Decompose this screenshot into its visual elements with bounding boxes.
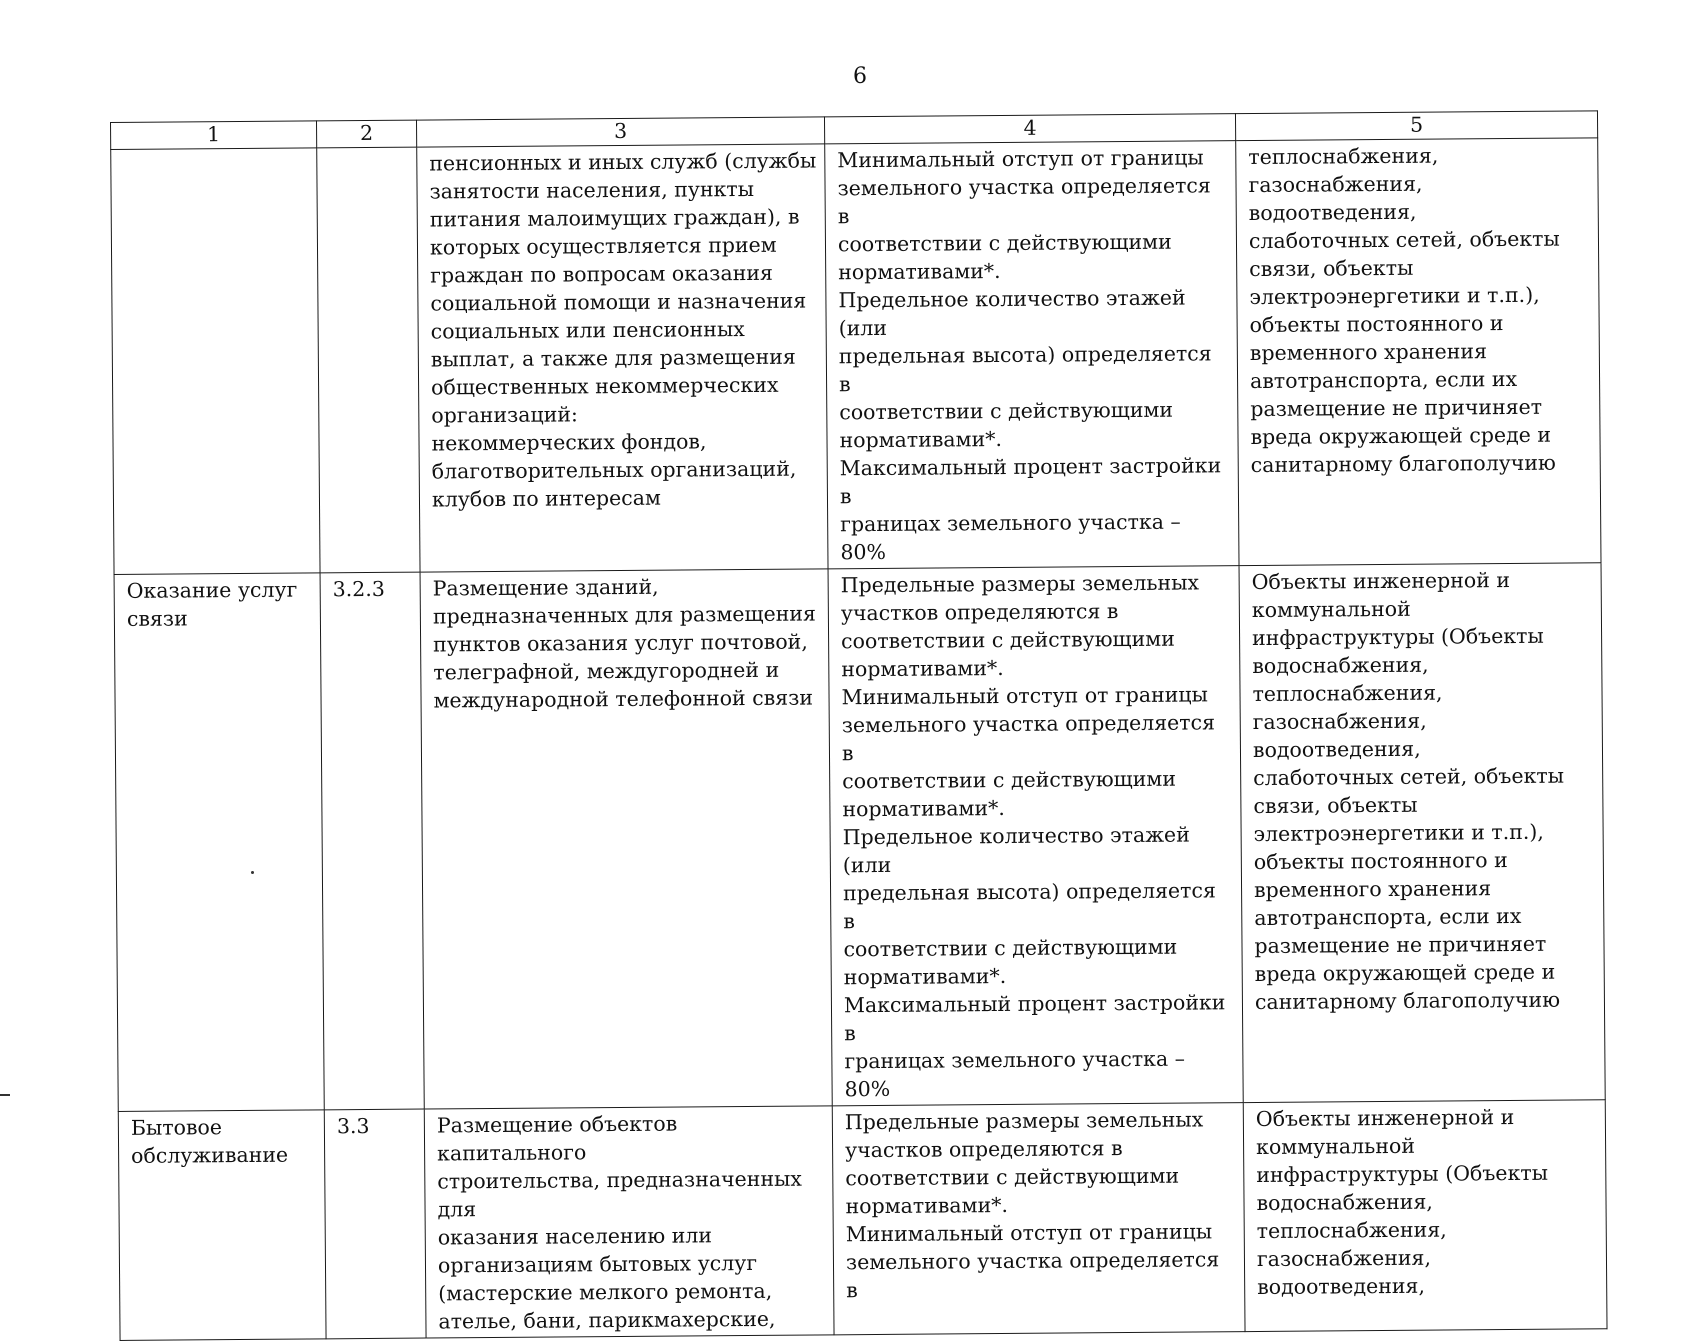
- cell-line: инфраструктуры (Объекты: [1256, 1160, 1549, 1188]
- cell-line: Объекты инженерной и: [1255, 1105, 1515, 1132]
- cell-line: пунктов оказания услуг почтовой,: [433, 629, 808, 657]
- cell-line: газоснабжения, водоотведения,: [1256, 1245, 1432, 1300]
- cell-line: земельного участка определяется в: [837, 173, 1211, 229]
- cell-line: Минимальный отступ от границы: [845, 1219, 1213, 1247]
- cell-parameters: [825, 141, 1239, 569]
- cell-line: вреда окружающей среде и: [1254, 959, 1556, 987]
- cell-line: Бытовое: [130, 1115, 223, 1140]
- cell-line: социальных или пенсионных: [430, 317, 745, 344]
- cell-line: Максимальный процент застройки в: [839, 453, 1222, 509]
- cell-lines: [429, 146, 819, 513]
- cell-line: санитарному благополучию: [1250, 450, 1556, 478]
- cell-line: предельная высота) определяется в: [838, 341, 1212, 397]
- cell-line: автотранспорта, если их: [1249, 366, 1518, 394]
- cell-line: участков определяются в: [840, 599, 1119, 626]
- cell-line: благотворительных организаций,: [431, 456, 797, 484]
- cell-line: общественных некоммерческих: [431, 372, 779, 400]
- cell-line: обслуживание: [131, 1142, 289, 1168]
- cell-line: коммунальной: [1251, 596, 1411, 623]
- cell-lines: [1256, 1102, 1599, 1301]
- cell-line: временного хранения: [1253, 876, 1492, 903]
- cell-line: граждан по вопросам оказания: [430, 260, 774, 288]
- cell-use-description: [424, 1106, 834, 1338]
- cell-line: земельного участка определяется в: [841, 710, 1216, 766]
- cell-line: занятости населения, пункты: [429, 176, 755, 204]
- cell-parameters: [828, 566, 1243, 1106]
- cell-lines: [433, 571, 821, 714]
- cell-line: Минимальный отступ от границы: [837, 145, 1204, 173]
- cell-lines: [127, 575, 312, 632]
- cell-line: Размещение зданий,: [432, 574, 659, 601]
- cell-use-description: [417, 144, 828, 572]
- cell-parameters: [832, 1103, 1245, 1335]
- cell-line: Размещение объектов капитального: [436, 1111, 678, 1166]
- cell-line: электроэнергетики и т.п.),: [1253, 819, 1544, 847]
- cell-line: границах земельного участка – 80%: [844, 1046, 1186, 1102]
- cell-line: нормативами*.: [841, 655, 1004, 682]
- cell-line: водоснабжения,: [1252, 652, 1429, 679]
- cell-lines: [1248, 140, 1592, 479]
- cell-line: объекты постоянного и: [1253, 848, 1508, 875]
- cell-line: Предельные размеры земельных: [840, 570, 1200, 598]
- cell-line: теплоснабжения,: [1256, 1217, 1447, 1244]
- cell-line: предназначенных для размещения: [432, 601, 817, 629]
- cell-line: ателье, бани, парикмахерские,: [438, 1306, 776, 1334]
- cell-line: соответствии с действующими: [841, 626, 1175, 654]
- cell-line: автотранспорта, если их: [1254, 903, 1522, 931]
- cell-line: Объекты инженерной и: [1251, 568, 1511, 595]
- page-number: 6: [853, 64, 867, 89]
- cell-line: Предельные размеры земельных: [844, 1107, 1204, 1135]
- cell-line: границах земельного участка – 80%: [840, 509, 1181, 565]
- margin-mark: [0, 1094, 10, 1096]
- cell-line: временного хранения: [1249, 339, 1488, 366]
- cell-lines: [845, 1105, 1237, 1304]
- cell-line: социальной помощи и назначения: [430, 288, 807, 316]
- cell-use-code: [317, 147, 420, 573]
- cell-line: инфраструктуры (Объекты: [1251, 623, 1544, 651]
- cell-line: Предельное количество этажей (или: [838, 285, 1186, 341]
- cell-line: участков определяются в: [845, 1136, 1123, 1163]
- cell-line: нормативами*.: [838, 259, 1001, 285]
- cell-line: размещение не причиняет: [1254, 931, 1547, 959]
- cell-line: Минимальный отступ от границы: [841, 682, 1208, 710]
- cell-line: санитарному благополучию: [1254, 987, 1561, 1015]
- cell-use-name: [118, 1110, 326, 1341]
- cell-line: предельная высота) определяется в: [842, 878, 1216, 934]
- column-header-2: 2: [316, 120, 416, 148]
- cell-line: электроэнергетики и т.п.),: [1249, 282, 1540, 310]
- cell-line: газоснабжения, водоотведения,: [1248, 171, 1423, 226]
- cell-line: связи, объекты: [1249, 255, 1414, 282]
- cell-line: коммунальной: [1255, 1133, 1416, 1160]
- cell-line: организациям бытовых услуг: [437, 1250, 758, 1278]
- cell-auxiliary-uses: [1239, 563, 1605, 1103]
- cell-line: которых осуществляется прием: [429, 232, 777, 260]
- cell-use-code: 3.3: [324, 1109, 426, 1339]
- column-header-3: 3: [416, 117, 824, 147]
- column-header-5: 5: [1235, 111, 1597, 141]
- cell-line: строительства, предназначенных для: [437, 1166, 803, 1222]
- cell-use-name: [111, 148, 320, 575]
- cell-line: соответствии с действующими: [845, 1163, 1180, 1191]
- cell-line: соответствии с действующими: [839, 397, 1174, 425]
- cell-lines: [841, 568, 1235, 1103]
- cell-line: соответствии с действующими: [837, 229, 1172, 257]
- cell-use-code: 3.2.3: [320, 572, 424, 1110]
- cell-line: теплоснабжения,: [1252, 680, 1443, 707]
- cell-line: Предельное количество этажей (или: [842, 822, 1190, 878]
- cell-line: организаций:: [431, 402, 578, 428]
- cell-line: некоммерческих фондов,: [431, 429, 707, 456]
- cell-use-name: [114, 573, 324, 1112]
- cell-line: нормативами*.: [845, 1192, 1009, 1219]
- column-header-4: 4: [824, 114, 1235, 144]
- cell-line: питания малоимущих граждан), в: [429, 204, 800, 232]
- cell-lines: [1252, 565, 1597, 1016]
- cell-line: объекты постоянного и: [1249, 311, 1504, 338]
- cell-use-description: [420, 569, 832, 1109]
- cell-line: соответствии с действующими: [843, 934, 1178, 962]
- cell-line: слаботочных сетей, объекты: [1253, 763, 1565, 791]
- table-row-communication-services: [114, 563, 1605, 1112]
- cell-line: (мастерские мелкого ремонта,: [438, 1278, 773, 1306]
- cell-line: нормативами*.: [839, 427, 1003, 453]
- cell-auxiliary-uses: [1236, 138, 1601, 566]
- cell-line: земельного участка определяется в: [845, 1247, 1220, 1303]
- cell-lines: [131, 1112, 316, 1169]
- cell-lines: [837, 143, 1230, 566]
- cell-line: нормативами*.: [842, 795, 1005, 822]
- cell-line: международной телефонной связи: [433, 685, 814, 713]
- cell-line: телеграфной, междугородней и: [433, 657, 780, 685]
- cell-line: связи: [126, 606, 188, 631]
- cell-line: клубов по интересам: [431, 485, 661, 512]
- table-row-continuation: [111, 138, 1601, 575]
- cell-line: нормативами*.: [843, 963, 1007, 990]
- cell-line: оказания населению или: [437, 1223, 713, 1250]
- cell-line: теплоснабжения,: [1248, 143, 1439, 170]
- cell-line: соответствии с действующими: [842, 766, 1177, 794]
- cell-line: Оказание услуг: [126, 577, 298, 603]
- cell-line: размещение не причиняет: [1250, 394, 1543, 422]
- land-use-table: [110, 110, 1608, 1341]
- cell-line: слаботочных сетей, объекты: [1248, 226, 1560, 254]
- cell-line: выплат, а также для размещения: [430, 344, 796, 372]
- scan-artifact-dot: [251, 871, 254, 874]
- cell-line: связи, объекты: [1253, 792, 1418, 819]
- cell-auxiliary-uses: [1243, 1100, 1607, 1332]
- cell-line: водоснабжения,: [1256, 1189, 1433, 1216]
- cell-line: газоснабжения, водоотведения,: [1252, 708, 1427, 763]
- cell-line: Максимальный процент застройки в: [843, 990, 1226, 1046]
- table-row-household-services: [118, 1100, 1607, 1341]
- column-header-1: 1: [111, 121, 317, 150]
- cell-line: вреда окружающей среде и: [1250, 422, 1552, 450]
- cell-lines: [437, 1108, 826, 1335]
- cell-line: пенсионных и иных служб (службы: [429, 148, 817, 176]
